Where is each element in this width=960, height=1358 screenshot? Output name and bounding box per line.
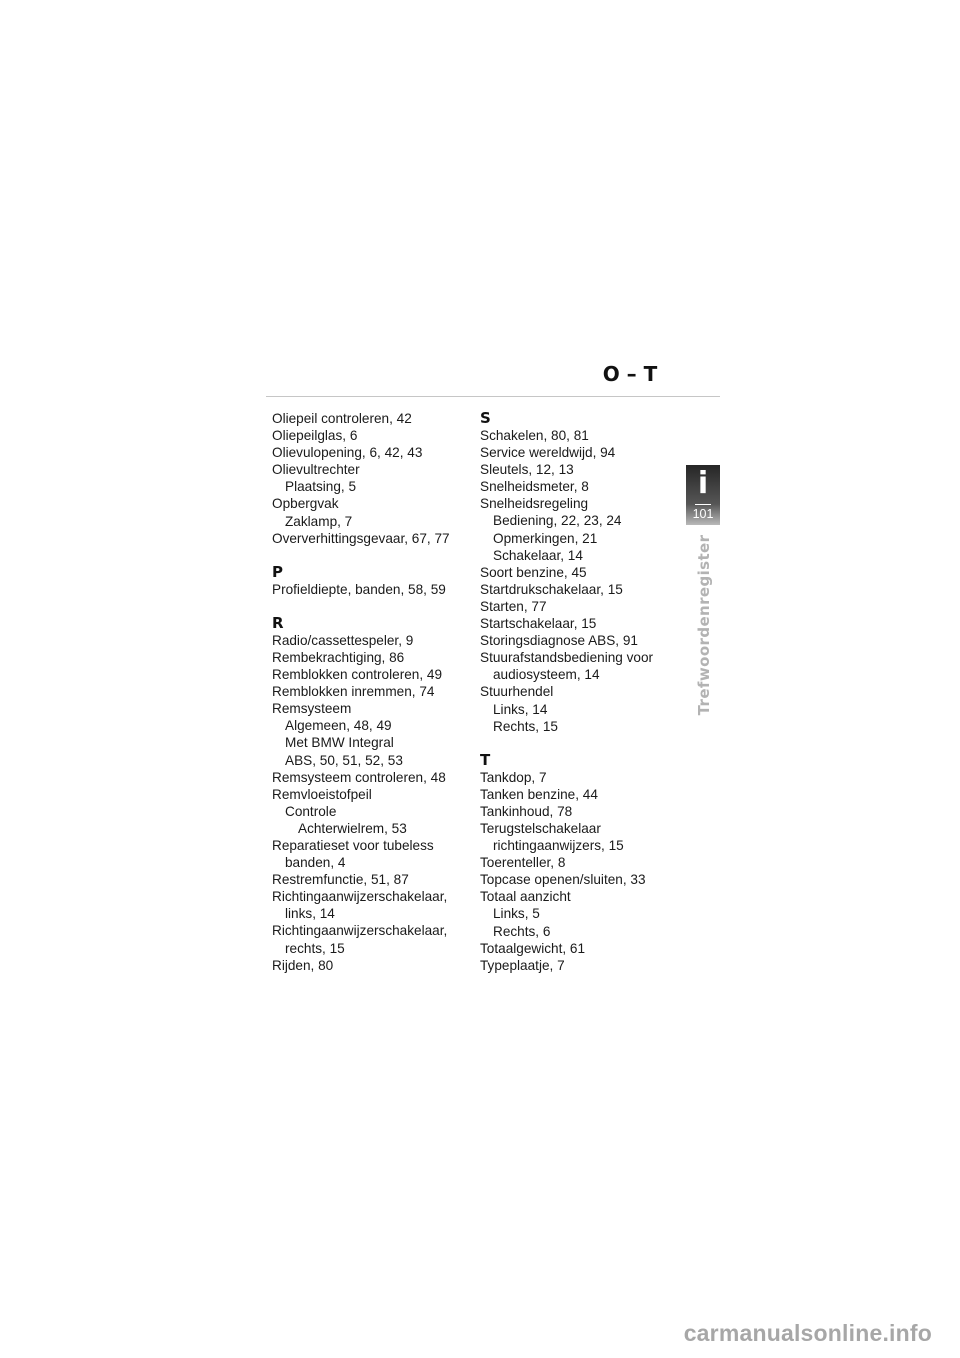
index-entry: Tanken benzine, 44 [480, 786, 598, 802]
index-entry: Sleutels, 12, 13 [480, 462, 574, 478]
index-subentry: Opmerkingen, 21 [493, 530, 598, 546]
index-entry: Reparatieset voor tubeless [272, 837, 434, 853]
index-entry: Toerenteller, 8 [480, 855, 566, 871]
index-continuation: links, 14 [285, 906, 335, 922]
index-entry: Oliepeilglas, 6 [272, 428, 358, 444]
section-gap [480, 735, 653, 752]
index-entry: Olievulopening, 6, 42, 43 [272, 445, 423, 461]
page-range-title: O – T [602, 362, 658, 386]
index-continuation: audiosysteem, 14 [493, 667, 600, 683]
index-entry: Oververhittingsgevaar, 67, 77 [272, 530, 450, 546]
index-entry: Service wereldwijd, 94 [480, 445, 616, 461]
index-subentry: Met BMW Integral [285, 735, 394, 751]
index-subentry: Links, 5 [493, 906, 540, 922]
index-entry: Oliepeil controleren, 42 [272, 411, 412, 426]
index-subentry: Links, 14 [493, 701, 548, 717]
index-subentry: Bediening, 22, 23, 24 [493, 513, 622, 529]
index-entry: Richtingaanwijzerschakelaar, [272, 923, 448, 939]
info-icon: i [697, 466, 709, 501]
index-entry: Snelheidsregeling [480, 496, 589, 512]
section-gap [272, 598, 450, 615]
index-entry: Tankinhoud, 78 [480, 803, 573, 819]
index-letter-heading: P [272, 562, 283, 581]
index-entry: Topcase openen/sluiten, 33 [480, 872, 646, 888]
index-continuation: richtingaanwijzers, 15 [493, 838, 624, 854]
index-entry: Richtingaanwijzerschakelaar, [272, 889, 448, 905]
index-letter-heading: S [480, 409, 491, 427]
index-entry: Restremfunctie, 51, 87 [272, 872, 409, 888]
index-entry: Stuurafstandsbediening voor [480, 650, 654, 666]
index-entry: Remblokken inremmen, 74 [272, 684, 435, 700]
index-subentry: Rechts, 6 [493, 923, 551, 939]
index-entry: Rijden, 80 [272, 957, 334, 973]
index-subentry: Rechts, 15 [493, 718, 558, 734]
index-entry: Schakelen, 80, 81 [480, 428, 589, 443]
index-entry: Profieldiepte, banden, 58, 59 [272, 581, 446, 597]
index-column-left [272, 410, 450, 974]
tab-divider [695, 504, 711, 505]
index-subentry: Algemeen, 48, 49 [285, 718, 392, 734]
index-entry: Totaalgewicht, 61 [480, 940, 586, 956]
footer-watermark: carmanualsonline.info [683, 1320, 932, 1346]
index-entry: Startdrukschakelaar, 15 [480, 581, 623, 597]
index-entry: Radio/cassettespeler, 9 [272, 632, 414, 648]
index-subentry: Controle [285, 803, 337, 819]
index-entry: Remsysteem controleren, 48 [272, 769, 446, 785]
index-continuation: rechts, 15 [285, 940, 345, 956]
index-continuation: banden, 4 [285, 855, 346, 871]
index-entry: Typeplaatje, 7 [480, 957, 565, 973]
index-entry: Soort benzine, 45 [480, 564, 587, 580]
page-number: 101 [692, 507, 714, 521]
index-entry: Rembekrachtiging, 86 [272, 649, 405, 665]
index-entry: Starten, 77 [480, 598, 547, 614]
section-tab [686, 465, 720, 525]
index-entry: Storingsdiagnose ABS, 91 [480, 633, 638, 649]
section-label: Trefwoordenregister [695, 534, 713, 716]
index-entry: Remvloeistofpeil [272, 786, 372, 802]
index-entry: Stuurhendel [480, 684, 554, 700]
index-letter-heading: T [480, 750, 491, 769]
index-subsubentry: Achterwielrem, 53 [298, 820, 407, 836]
index-entry: Totaal aanzicht [480, 889, 571, 905]
index-entry: Terugstelschakelaar [480, 820, 601, 836]
index-entry: Snelheidsmeter, 8 [480, 479, 589, 495]
index-subentry: ABS, 50, 51, 52, 53 [285, 752, 403, 768]
index-entry: Remblokken controleren, 49 [272, 667, 443, 683]
index-entry: Tankdop, 7 [480, 769, 547, 785]
index-column-right [480, 410, 653, 974]
index-subentry: Plaatsing, 5 [285, 479, 357, 495]
index-letter-heading: R [272, 613, 284, 632]
header-rule [266, 396, 720, 397]
index-entry: Remsysteem [272, 701, 352, 717]
index-subentry: Schakelaar, 14 [493, 547, 583, 563]
index-entry: Olievultrechter [272, 462, 360, 478]
section-gap [272, 547, 450, 564]
index-entry: Opbergvak [272, 496, 339, 512]
index-subentry: Zaklamp, 7 [285, 513, 353, 529]
index-entry: Startschakelaar, 15 [480, 616, 597, 632]
